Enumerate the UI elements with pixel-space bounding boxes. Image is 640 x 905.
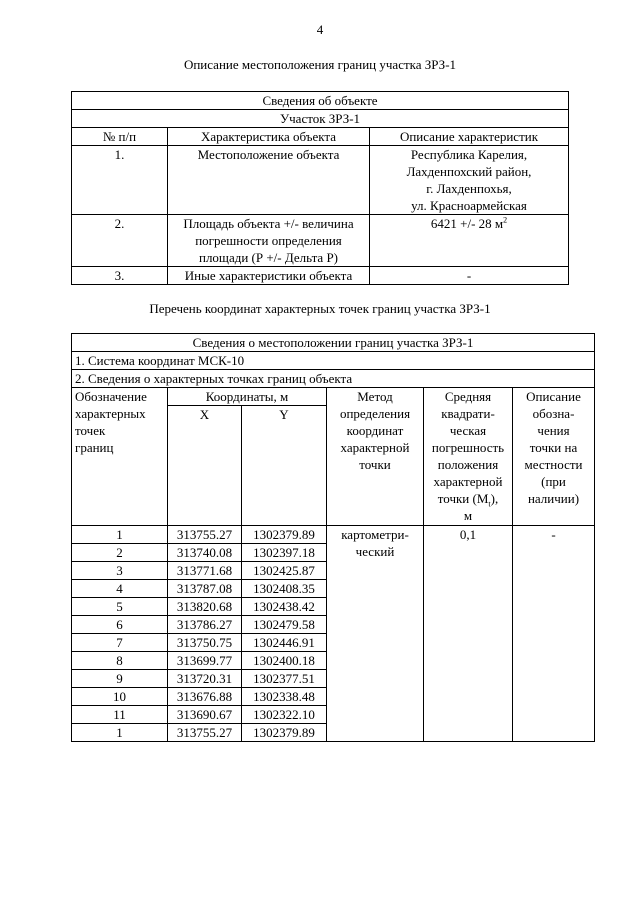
point-y: 1302379.89 — [242, 526, 327, 544]
row-characteristic: Местоположение объекта — [168, 146, 370, 215]
point-x: 313699.77 — [168, 652, 242, 670]
row-description: Республика Карелия, Лахденпохский район, г. Лахденпохья, ул. Красноармейская — [370, 146, 569, 215]
col-header-point-description: Описание обозна- чения точки на местности (при наличии) — [513, 388, 595, 526]
point-y: 1302446.91 — [242, 634, 327, 652]
col-header-designation: Обозначение характерных точек границ — [72, 388, 168, 526]
table-row — [72, 267, 569, 285]
method-value: картометри- ческий — [327, 526, 424, 742]
point-id: 1 — [72, 724, 168, 742]
point-y: 1302438.42 — [242, 598, 327, 616]
point-id: 8 — [72, 652, 168, 670]
point-y: 1302408.35 — [242, 580, 327, 598]
point-y: 1302338.48 — [242, 688, 327, 706]
row-characteristic: Площадь объекта +/- величина погрешности определения площади (Р +/- Дельта Р) — [168, 215, 370, 267]
col-header-coordinates: Координаты, м — [168, 388, 327, 406]
table-row — [72, 146, 569, 215]
coordinates-table — [71, 333, 595, 742]
point-id: 2 — [72, 544, 168, 562]
point-id: 3 — [72, 562, 168, 580]
point-x: 313750.75 — [168, 634, 242, 652]
point-y: 1302479.58 — [242, 616, 327, 634]
point-id: 1 — [72, 526, 168, 544]
point-y: 1302377.51 — [242, 670, 327, 688]
row-characteristic: Иные характеристики объекта — [168, 267, 370, 285]
point-id: 4 — [72, 580, 168, 598]
table-row — [72, 526, 595, 544]
point-id: 10 — [72, 688, 168, 706]
object-info-table — [71, 91, 569, 285]
point-x: 313740.08 — [168, 544, 242, 562]
point-y: 1302397.18 — [242, 544, 327, 562]
heading-coordinates-list: Перечень координат характерных точек границ участка ЗРЗ-1 — [149, 301, 491, 316]
col-header-description: Описание характеристик — [370, 128, 569, 146]
point-y: 1302379.89 — [242, 724, 327, 742]
point-x: 313787.08 — [168, 580, 242, 598]
point-x: 313676.88 — [168, 688, 242, 706]
point-x: 313771.68 — [168, 562, 242, 580]
point-x: 313755.27 — [168, 526, 242, 544]
object-table-title: Сведения об объекте — [72, 92, 569, 110]
point-y: 1302400.18 — [242, 652, 327, 670]
point-x: 313690.67 — [168, 706, 242, 724]
point-id: 6 — [72, 616, 168, 634]
col-header-num: № п/п — [72, 128, 168, 146]
col-header-error: Средняя квадрати- ческая погрешность положения характерной точки $(М_t)$, м — [424, 388, 513, 526]
row-description: - — [370, 267, 569, 285]
heading-boundary-description: Описание местоположения границ участка ЗРЗ-1 — [183, 57, 457, 72]
point-x: 313786.27 — [168, 616, 242, 634]
point-id: 9 — [72, 670, 168, 688]
object-table-subtitle: Участок ЗРЗ-1 — [72, 110, 569, 128]
col-header-characteristic: Характеристика объекта — [168, 128, 370, 146]
point-y: 1302322.10 — [242, 706, 327, 724]
col-header-method: Метод определения координат характерной точки — [327, 388, 424, 526]
point-id: 7 — [72, 634, 168, 652]
point-description-value: - — [513, 526, 595, 742]
page-number: 4 — [316, 22, 324, 37]
point-x: 313755.27 — [168, 724, 242, 742]
row-num: 2. — [72, 215, 168, 267]
error-value: 0,1 — [424, 526, 513, 742]
col-header-y: Y — [242, 406, 327, 526]
point-x: 313720.31 — [168, 670, 242, 688]
points-section-title: 2. Сведения о характерных точках границ объекта — [72, 370, 595, 388]
point-id: 5 — [72, 598, 168, 616]
point-x: 313820.68 — [168, 598, 242, 616]
col-header-x: X — [168, 406, 242, 526]
coordinate-system: 1. Система координат МСК-10 — [72, 352, 595, 370]
row-num: 3. — [72, 267, 168, 285]
table-row — [72, 215, 569, 267]
point-y: 1302425.87 — [242, 562, 327, 580]
row-num: 1. — [72, 146, 168, 215]
point-id: 11 — [72, 706, 168, 724]
row-area-value: 6421 +/- 28 $м^2$ — [370, 215, 569, 267]
coords-table-title: Сведения о местоположении границ участка ЗРЗ-1 — [72, 334, 595, 352]
